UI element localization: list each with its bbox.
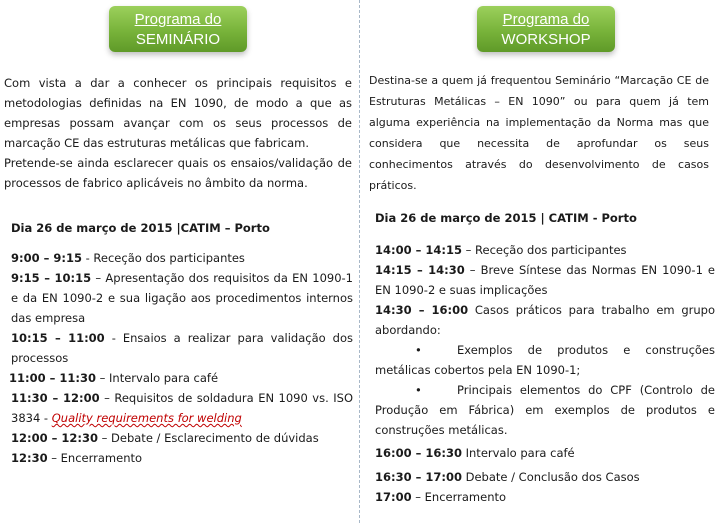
- button-line1: Programa do: [502, 11, 590, 28]
- bullet-icon: •: [415, 343, 422, 357]
- bullet-icon: •: [415, 383, 422, 397]
- button-line2: WORKSHOP: [501, 31, 591, 48]
- seminario-intro-text-2: Pretende-se ainda esclarecer quais os ensaios/validação de processos de fabrico aplicáveis no âmbito da norma.: [4, 156, 352, 190]
- seminario-schedule: [11, 218, 353, 468]
- programa-workshop-button[interactable]: [477, 6, 615, 52]
- schedule-item: 9:15 – 10:15 – Apresentação dos requisitos da EN 1090-1 e da EN 1090-2 e sua ligação aos procedimentos internos das empresa: [11, 271, 353, 325]
- schedule-item: 14:15 – 14:30 – Breve Síntese das Normas EN 1090-1 e EN 1090-2 e suas implicações: [375, 263, 716, 297]
- schedule-item: 10:15 – 11:00 - Ensaios a realizar para validação dos processos: [11, 331, 353, 365]
- schedule-item: 12:30 – Encerramento: [11, 451, 143, 465]
- seminario-intro: [4, 73, 352, 193]
- button-line1: Programa do: [134, 11, 222, 28]
- bullet-item: • Exemplos de produtos e construções metálicas cobertos pela EN 1090-1;: [375, 340, 715, 380]
- programa-seminario-button[interactable]: [109, 6, 247, 52]
- schedule-item: 16:00 – 16:30 Intervalo para café: [375, 446, 575, 460]
- seminario-date: Dia 26 de março de 2015 |CATIM – Porto: [11, 221, 270, 235]
- schedule-item: 17:00 – Encerramento: [375, 490, 507, 504]
- bullet-item: • Principais elementos do CPF (Controlo de Produção em Fábrica) em exemplos de produtos e construções metálicas.: [375, 380, 715, 440]
- workshop-intro-text: Destina-se a quem já frequentou Seminário “Marcação CE de Estruturas Metálicas – EN 1090” ou para quem já tem alguma experiência na implementação da Norma mas que considera que necessita de aprofundar os seus conhecimentos através do desenvolvimento de casos práticos.: [369, 74, 709, 192]
- seminario-intro-text: Com vista a dar a conhecer os principais requisitos e metodologias definidas na EN 1090, de modo a que as empresas possam avançar com os seus processos de marcação CE das estruturas metálicas que fabricam.: [4, 76, 352, 150]
- workshop-schedule: [375, 208, 715, 507]
- column-divider: [359, 0, 360, 523]
- schedule-item: 16:30 – 17:00 Debate / Conclusão dos Casos: [375, 470, 640, 484]
- workshop-date: Dia 26 de março de 2015 | CATIM - Porto: [375, 211, 637, 225]
- schedule-item: 9:00 – 9:15 - Receção dos participantes: [11, 251, 245, 265]
- schedule-item: 12:00 – 12:30 – Debate / Esclarecimento de dúvidas: [11, 431, 319, 445]
- button-line2: SEMINÁRIO: [135, 31, 221, 48]
- schedule-item: 11:30 – 12:00 – Requisitos de soldadura EN 1090 vs. ISO 3834 - Quality requirements for welding: [11, 391, 353, 425]
- schedule-item: 11:00 – 11:30 – Intervalo para café: [9, 371, 219, 385]
- schedule-item: 14:30 – 16:00 Casos práticos para trabalho em grupo abordando:: [375, 303, 715, 337]
- schedule-item: 14:00 – 14:15 – Receção dos participantes: [375, 243, 627, 257]
- workshop-intro: [369, 70, 709, 196]
